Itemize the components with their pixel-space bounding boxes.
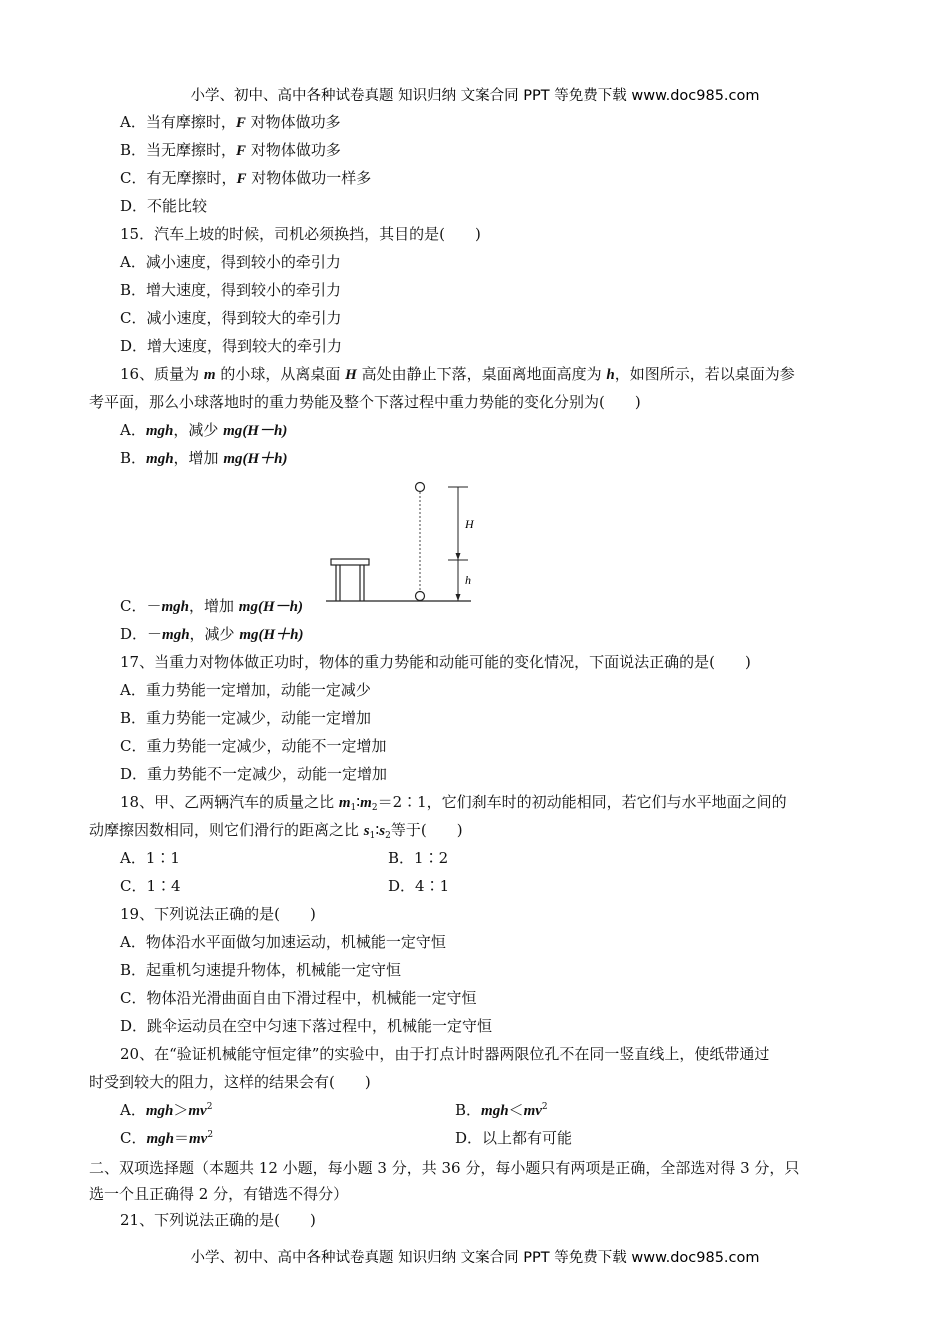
arrow-head (456, 553, 461, 560)
section2-heading-line2: 选一个且正确得 2 分，有错选不得分） (89, 1185, 349, 1203)
falling-ball-diagram (326, 478, 486, 608)
q18-option-d: D．4∶1 (388, 877, 450, 895)
q17-option-d: D．重力势能不一定减少，动能一定增加 (120, 765, 388, 783)
q20-stem-line2: 时受到较大的阻力，这样的结果会有( ) (89, 1073, 371, 1091)
q17-option-b: B．重力势能一定减少，动能一定增加 (120, 709, 372, 727)
q19-stem: 19、下列说法正确的是( ) (120, 905, 316, 923)
q20-option-c: C．$mgh=mv^2$ (120, 1129, 214, 1147)
q14-option-d: D．不能比较 (120, 197, 208, 215)
q16-option-b: B．mgh，增加 mg(H＋h) (120, 449, 288, 467)
q16-option-a: A．mgh，减少 mg(H－h) (120, 421, 288, 439)
q15-option-b: B．增大速度，得到较小的牵引力 (120, 281, 342, 299)
q20-option-d: D．以上都有可能 (455, 1129, 573, 1147)
q18-stem-line2: 动摩擦因数相同，则它们滑行的距离之比 $s_1∶s_2$等于( ) (89, 821, 463, 841)
q19-option-d: D．跳伞运动员在空中匀速下落过程中，机械能一定守恒 (120, 1017, 493, 1035)
q16-option-c: C．－mgh，增加 mg(H－h) (120, 597, 303, 615)
q19-option-b: B．起重机匀速提升物体，机械能一定守恒 (120, 961, 402, 979)
q21-stem: 21、下列说法正确的是( ) (120, 1211, 316, 1229)
q20-option-a: A．$mgh>mv^2$ (120, 1101, 213, 1119)
q15-option-a: A．减小速度，得到较小的牵引力 (120, 253, 341, 271)
q18-option-a: A．1∶1 (120, 849, 180, 867)
section2-heading-line1: 二、双项选择题（本题共 12 小题，每小题 3 分，共 36 分，每小题只有两项是正确，全部选对得 3 分，只 (89, 1159, 800, 1177)
q14-option-b: B．当无摩擦时，F 对物体做功多 (120, 141, 341, 159)
q14-option-a: A．当有摩擦时，F 对物体做功多 (120, 113, 341, 131)
q19-option-a: A．物体沿水平面做匀加速运动，机械能一定守恒 (120, 933, 446, 951)
q19-option-c: C．物体沿光滑曲面自由下滑过程中，机械能一定守恒 (120, 989, 477, 1007)
q18-option-c: C．1∶4 (120, 877, 181, 895)
label-h: h (465, 573, 471, 587)
page-header: 小学、初中、高中各种试卷真题 知识归纳 文案合同 PPT 等免费下载 www.doc985.com (190, 88, 760, 104)
label-H: H (465, 517, 474, 531)
q20-option-b: B．$mgh<mv^2$ (455, 1101, 548, 1119)
ball-bottom (416, 592, 425, 601)
q17-option-a: A．重力势能一定增加，动能一定减少 (120, 681, 371, 699)
q16-figure (326, 478, 486, 612)
ball-top (416, 483, 425, 492)
q18-stem-line1: 18、甲、乙两辆汽车的质量之比 $m_1∶m_2=2∶1$，它们刹车时的初动能相同，若它们与水平地面之间的 (120, 793, 787, 813)
q17-stem: 17、当重力对物体做正功时，物体的重力势能和动能可能的变化情况，下面说法正确的是( ) (120, 653, 751, 671)
table-top (331, 559, 369, 565)
arrow-head (456, 594, 461, 601)
q16-stem-line1: 16、质量为 m 的小球，从离桌面 H 高处由静止下落，桌面离地面高度为 h，如图所示，若以桌面为参 (120, 365, 795, 383)
q16-stem-line2: 考平面，那么小球落地时的重力势能及整个下落过程中重力势能的变化分别为( ) (89, 393, 641, 411)
page-footer: 小学、初中、高中各种试卷真题 知识归纳 文案合同 PPT 等免费下载 www.doc985.com (190, 1250, 760, 1266)
q16-option-d: D．－mgh，减少 mg(H＋h) (120, 625, 304, 643)
q17-option-c: C．重力势能一定减少，动能不一定增加 (120, 737, 387, 755)
q18-option-b: B．1∶2 (388, 849, 449, 867)
q15-option-c: C．减小速度，得到较大的牵引力 (120, 309, 342, 327)
q14-option-c: C．有无摩擦时，F 对物体做功一样多 (120, 169, 372, 187)
q20-stem-line1: 20、在“验证机械能守恒定律”的实验中，由于打点计时器两限位孔不在同一竖直线上，使纸带通过 (120, 1045, 770, 1063)
q15-option-d: D．增大速度，得到较大的牵引力 (120, 337, 343, 355)
q15-stem: 15．汽车上坡的时候，司机必须换挡，其目的是( ) (120, 225, 481, 243)
